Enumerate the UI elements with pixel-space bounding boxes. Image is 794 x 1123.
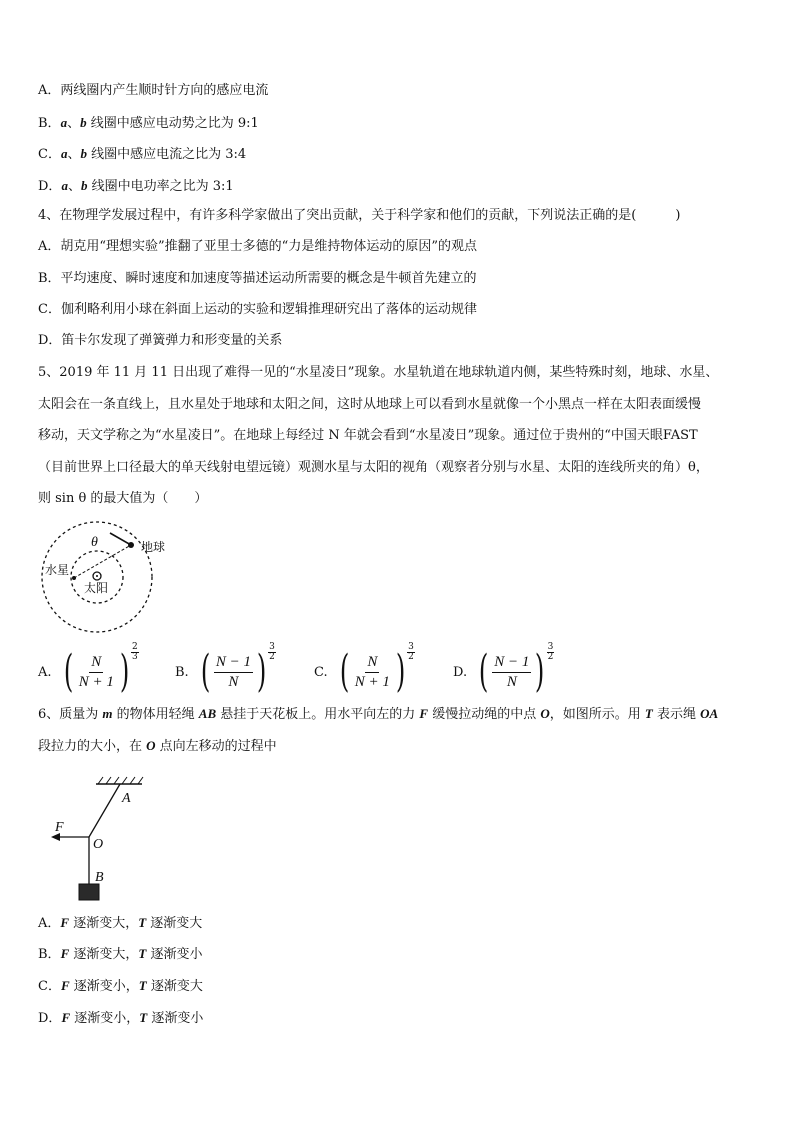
text-run: 点向左移动的过程中 [155, 739, 277, 754]
exponent-denominator: 3 [132, 651, 138, 662]
denominator: N + 1 [78, 673, 114, 690]
label-a: A [122, 791, 131, 806]
exponent-denominator: 2 [408, 651, 414, 662]
q6-line-2 [38, 737, 277, 756]
power-expression [336, 641, 415, 697]
text-run: 、 [67, 147, 81, 162]
q6-option-b [38, 945, 202, 964]
text-run: 逐渐变大， [69, 947, 139, 962]
q4-option-c: C．伽利略利用小球在斜面上运动的实验和逻辑推理研究出了落体的运动规律 [38, 302, 477, 317]
text-run: 逐渐变小， [70, 1011, 140, 1026]
sun-center [96, 575, 98, 577]
variable-symbol: a [60, 115, 68, 130]
exponent-numerator: 3 [547, 641, 554, 652]
right-paren: ) [395, 646, 406, 697]
variable-symbol: b [80, 146, 87, 161]
text-run: A． [38, 83, 61, 98]
q4-option-d: D．笛卡尔发现了弹簧弹力和形变量的关系 [38, 333, 283, 348]
text-run: A． [38, 916, 61, 931]
text-run: 逐渐变大 [146, 916, 203, 931]
exponent [268, 643, 276, 662]
denominator: N + 1 [354, 673, 390, 690]
text-run: 逐渐变小 [146, 947, 203, 962]
exponent [131, 643, 139, 662]
hanging-block [79, 884, 99, 900]
text-run: 线圈中电功率之比为 3:1 [87, 179, 234, 194]
option-letter: C. [314, 664, 328, 680]
ceiling-hatch [98, 777, 143, 784]
earth-dot [128, 542, 134, 548]
variable-symbol: m [102, 706, 113, 721]
q5-line-3: 移动，天文学称之为“水星凌日”。在地球上每经过 N 年就会看到“水星凌日”现象。通过位于贵州的“中国天眼FAST [38, 428, 698, 443]
left-paren: ( [63, 646, 73, 697]
left-paren: ( [339, 646, 349, 697]
q5-option-a [38, 641, 139, 700]
denominator: N [506, 673, 517, 690]
option-letter: D. [453, 664, 468, 680]
variable-symbol: T [644, 706, 653, 721]
variable-symbol: b [80, 115, 87, 130]
q6-option-a [38, 914, 202, 933]
variable-symbol: OA [700, 706, 719, 721]
variable-symbol: F [60, 915, 70, 930]
power-expression [197, 641, 276, 697]
q4-stem: 4、在物理学发展过程中，有许多科学家做出了突出贡献，关于科学家和他们的贡献，下列说法正确的是( ) [38, 208, 681, 223]
variable-symbol: F [419, 706, 429, 721]
q5-line-5: 则 sin θ 的最大值为（ ） [38, 491, 208, 506]
fraction [77, 654, 116, 691]
variable-symbol: b [80, 178, 88, 193]
q3-option-b [38, 114, 259, 133]
text-run: 逐渐变大， [69, 916, 139, 931]
exponent-denominator: 2 [269, 651, 275, 662]
exponent-numerator: 3 [408, 641, 414, 652]
q5-line-2: 太阳会在一条直线上，且水星处于地球和太阳之间，这时从地球上可以看到水星就像一个小黑点一样在太阳表面缓慢 [38, 397, 702, 412]
text-run: 线圈中感应电动势之比为 9:1 [86, 116, 259, 131]
variable-symbol: F [61, 1010, 71, 1025]
tangent-line [110, 533, 131, 545]
text-run: B． [38, 116, 61, 131]
variable-symbol: T [138, 946, 147, 961]
variable-symbol: T [139, 1010, 148, 1025]
label-b: B [95, 870, 104, 885]
earth-label: 地球 [141, 540, 166, 554]
text-run: 、 [67, 179, 81, 194]
fraction [214, 654, 253, 691]
numerator: N − 1 [214, 654, 253, 673]
text-run: 、 [67, 116, 81, 131]
sun-label: 太阳 [84, 581, 109, 595]
variable-symbol: AB [198, 706, 217, 721]
variable-symbol: T [138, 915, 147, 930]
text-run: 的物体用轻绳 [112, 707, 199, 722]
q6-option-c [38, 977, 203, 996]
q3-option-d [38, 177, 234, 196]
text-run: 缓慢拉动绳的中点 [428, 707, 541, 722]
right-paren: ) [535, 646, 545, 697]
q4-option-b: B．平均速度、瞬时速度和加速度等描述运动所需要的概念是牛顿首先建立的 [38, 271, 477, 286]
text-run: D． [38, 179, 62, 194]
mercury-dot [72, 576, 76, 580]
option-letter: A. [38, 664, 52, 680]
rope-diagram [46, 774, 156, 902]
q5-options [38, 641, 578, 700]
rope-oa [89, 784, 120, 837]
text-run: 悬挂于天花板上。用水平向左的力 [216, 707, 420, 722]
denominator: N [228, 673, 239, 690]
text-run: 逐渐变小， [69, 979, 139, 994]
orbit-diagram [36, 516, 196, 634]
q5-option-c [314, 641, 415, 700]
variable-symbol: F [60, 978, 70, 993]
variable-symbol: a [60, 146, 68, 161]
exponent-denominator: 2 [547, 651, 554, 662]
theta-label: θ [91, 535, 98, 550]
q4-option-a: A．胡克用“理想实验”推翻了亚里士多德的“力是维持物体运动的原因”的观点 [38, 239, 477, 254]
text-run: 6、质量为 [38, 707, 103, 722]
fraction [492, 654, 531, 691]
text-run: 两线圈内产生顺时针方向的感应电流 [60, 83, 269, 98]
exponent-numerator: 3 [269, 641, 275, 652]
variable-symbol: F [60, 946, 70, 961]
text-run: C． [38, 147, 61, 162]
power-expression [475, 641, 554, 697]
mercury-label: 水星 [45, 563, 70, 577]
variable-symbol: O [540, 706, 550, 721]
text-run: ，如图所示。用 [549, 707, 645, 722]
power-expression [60, 641, 139, 697]
q3-option-a [38, 82, 268, 100]
q5-line-4: （目前世界上口径最大的单天线射电望远镜）观测水星与太阳的视角（观察者分别与水星、太阳的连线所夹的角）θ， [38, 460, 709, 475]
exponent-numerator: 2 [132, 641, 138, 652]
text-run: 逐渐变大 [146, 979, 203, 994]
text-run: B． [38, 947, 61, 962]
variable-symbol: T [138, 978, 147, 993]
numerator: N [365, 654, 379, 673]
q6-option-d [38, 1009, 203, 1028]
numerator: N − 1 [492, 654, 531, 673]
text-run: C． [38, 979, 61, 994]
exponent [407, 643, 415, 662]
q6-line-1 [38, 705, 718, 724]
numerator: N [89, 654, 103, 673]
label-f: F [55, 820, 64, 835]
text-run: D． [38, 1011, 62, 1026]
q3-option-c [38, 145, 246, 164]
left-paren: ( [478, 646, 489, 697]
right-paren: ) [119, 646, 130, 697]
text-run: 逐渐变小 [147, 1011, 204, 1026]
q5-option-d [453, 641, 554, 700]
fraction [353, 654, 392, 691]
variable-symbol: O [146, 738, 156, 753]
left-paren: ( [200, 646, 210, 697]
q5-line-1: 5、2019 年 11 月 11 日出现了难得一见的“水星凌日”现象。水星轨道在地球轨道内侧，某些特殊时刻，地球、水星、 [38, 365, 719, 380]
text-run: 表示绳 [652, 707, 701, 722]
label-o: O [93, 837, 104, 852]
text-run: 线圈中感应电流之比为 3:4 [86, 147, 247, 162]
q5-option-b [175, 641, 276, 700]
text-run: 段拉力的大小，在 [38, 739, 147, 754]
variable-symbol: a [61, 178, 68, 193]
option-letter: B. [175, 664, 189, 680]
right-paren: ) [256, 646, 267, 697]
exponent [547, 643, 555, 662]
